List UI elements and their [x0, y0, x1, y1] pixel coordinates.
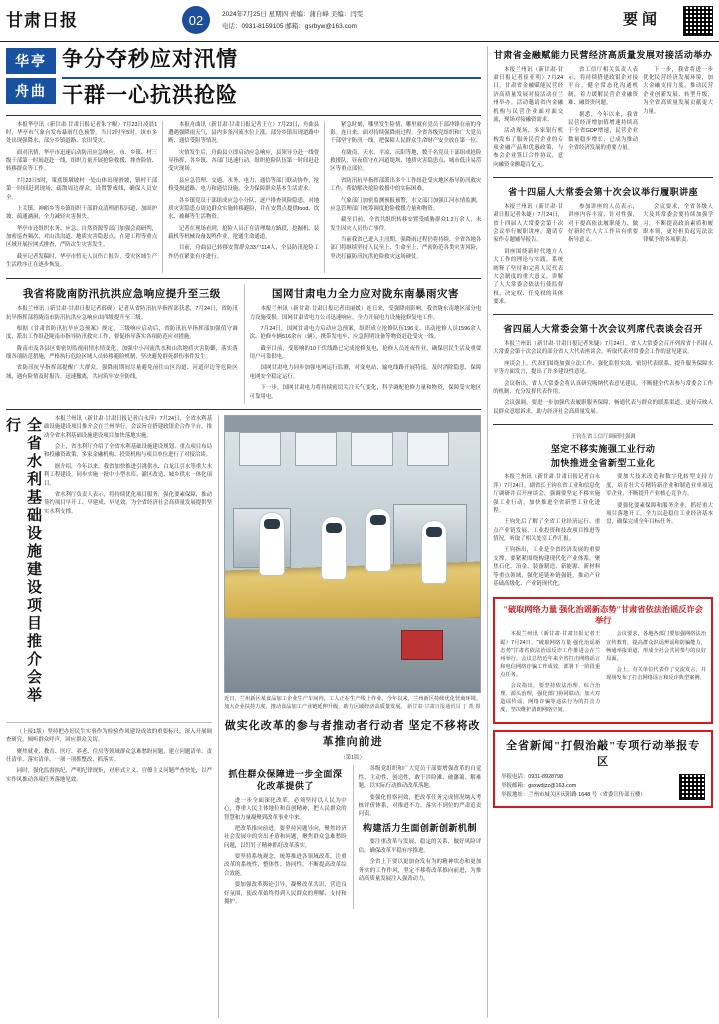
divider	[493, 177, 713, 178]
paragraph: 华亭市还组织水务、应急、自然资源等部门加强会商研判，加密巡查频次，对山洪沟道、地质灾害隐患点、在建工程等重点区域开展拉网式排查，严防次生灾害发生。	[6, 225, 158, 249]
column-grid	[6, 46, 713, 1018]
paragraph: 省工信厅相关负责人表示，将持续搭建政银企对接平台，健全常态化沟通机制，着力缓解民营企业融资难、融资贵问题。	[568, 66, 639, 107]
photo-worker	[365, 508, 391, 572]
paragraph: 要坚持系统观念，统筹推进各领域改革，注重改革的系统性、整体性、协同性，不断提高改革综合效能。	[224, 854, 347, 877]
paragraph: 陇南市及各县区要密切监视雨情水情变化，加强中小河流洪水和山洪地质灾害防御，落实落细各项防范措施，严格执行危险区域人员转移避险机制，坚决避免群死群伤事件发生。	[6, 345, 238, 361]
qr-code-icon	[683, 6, 713, 36]
paragraph: 下一步，国网甘肃电力将持续密切关注天气变化，科学调配抢修力量和物资，保障受灾地区可靠用电。	[249, 385, 482, 400]
article-col-3	[643, 66, 713, 173]
paragraph: 聚焦就业、教育、医疗、养老、住房等领域群众急难愁盼问题，建立问题清单、责任清单、落实清单，一项一项抓整改、抓落实。	[6, 748, 212, 764]
photo-worker	[321, 516, 347, 580]
section-title: 要闻	[622, 12, 661, 28]
reform-column-1	[224, 765, 347, 909]
paragraph: 气象部门加密监测预报预警，水文部门加强江河水情监测，应急管理部门统筹调度抢险救援力量和物资。	[330, 197, 482, 212]
paragraph: 会上，有关单位代表作了交流发言，并现场发布了打击网络谣言和反诈典型案例。	[606, 666, 707, 681]
article-headline-2: 加快推进全省新型工业化	[550, 457, 656, 468]
paragraph: 把改革推向前进，要坚持问题导向，聚焦经济社会发展中的突出矛盾和问题，聚焦群众急难愁盼问题，以钉钉子精神抓好改革落实。	[224, 825, 347, 849]
article-col-2	[606, 630, 706, 717]
reform-story-columns	[224, 765, 481, 909]
paragraph: 据介绍，今年以来，我省加快推进引洮供水、白龙江引水等重大水利工程建设，同步实施一批中小型水库、灌区改造、城乡供水一体化项目。	[44, 463, 212, 487]
paragraph: 上关镇、神峪乡等乡镇组织干部群众清理淤积河道、加固护坡、疏通涵洞，全力减轻灾害损失。	[6, 205, 158, 221]
lead-story-columns	[6, 121, 481, 273]
paragraph: 下一步，我省将进一步优化民营经济发展环境，加大金融支持力度，推动民营企业创新发展、转型升级，为全省高质量发展贡献更大力量。	[643, 66, 713, 115]
paragraph: 王钧指出，工业是全省经济发展的重要支撑，要紧紧围绕构建现代化产业体系，聚焦石化、冶金、装备制造、新能源、新材料等重点领域，强化延链补链强链，推动产业基础高级化、产业链现代化。	[493, 547, 601, 587]
headline-rule	[62, 77, 481, 79]
paragraph: 省防汛抗旱指挥部派出多个工作组赴受灾地区指导防汛救灾工作，帮助解决抢险救援中的实际困难。	[330, 177, 482, 193]
lead-story-header	[6, 46, 481, 116]
continued-note	[6, 728, 212, 784]
article-kicker: 王钧在省工信厅调研时强调	[570, 434, 636, 441]
divider	[6, 278, 481, 279]
article-npc-delegates-meeting	[493, 320, 713, 419]
photo-window	[239, 432, 281, 466]
paragraph: 会议指出，省人大常委会将认真研究吸纳代表意见建议，不断健全代表参与常委会工作的机制，充分发挥代表作用。	[493, 380, 713, 395]
paragraph: 省防汛抗旱指挥部提醒广大群众，强降雨期间尽量避免前往山区沟道、河道岸边等危险区域，遇有险情及时报告、迅速撤离，共同筑牢安全防线。	[6, 365, 238, 380]
article-col-2	[568, 203, 638, 310]
reform-subhead-2: 构建活力生面创新创新机制	[362, 822, 477, 833]
paragraph: 本报兰州讯（新甘肃·甘肃日报记者白永萍）7月24日，副省长王钧在省工业和信息化厅调研并召开座谈会，强调要坚定不移实施强工业行动，加快推进全省新型工业化进程。	[493, 474, 601, 514]
article-title: 国网甘肃电力全力应对陇东南暴雨灾害	[271, 288, 459, 300]
badge-zhouqu: 舟曲	[6, 78, 56, 104]
left-main-region	[6, 46, 481, 1018]
paragraph: 本报华亭讯（新甘肃·甘肃日报记者朱宇鲲）7月23日凌晨1时，华亭市气象台发布暴雨红色预警，当日2时至5时，该市多处出现强降水，部分乡镇道路、农田受灾。	[6, 121, 158, 145]
paragraph: 座谈会上，代表们围绕加强立法工作、强化监督实效、密切代表联系、提升服务保障水平等方面发言，提出了许多建设性意见。	[493, 360, 713, 376]
paragraph: 本报兰州讯（新甘肃·甘肃日报记者白永萍）7月24日，全省水利基础设施建设项目推介会在兰州举行。会议旨在搭建政银企合作平台，推动全省水利基础设施建设项目加快落地实施。	[44, 415, 212, 439]
masthead-meta	[222, 10, 512, 32]
page-number-badge: 02	[182, 6, 210, 34]
reform-subhead-1: 抓住群众保障进一步全面深化改革提供了	[228, 769, 343, 792]
paragraph: 各乡镇党员干部组成应急小分队，逐户排查风险隐患，对地质灾害隐患点周边群众实施转移避险，并在安置点提供food、饮水、被褥等生活物资。	[168, 197, 320, 221]
paragraph: 要注重改革与发展、稳定的关系，做好风险评估，确保改革平稳有序推进。	[358, 839, 482, 854]
paragraph: 本报兰州讯（新甘肃·甘肃日报记者田丽媛）连日来，受强降雨影响，我省陇东南地区部分电力设施受损。国网甘肃省电力公司迅速响应，全力开展电力设施抢修复电工作。	[249, 306, 482, 321]
article-industry-inspection	[493, 430, 713, 591]
paragraph: 本报兰州讯（新甘肃·甘肃日报记者王聪）7月24日，"破取网络力量 强化治谣新态势"甘肃省依法治谣反诈工作推进会在兰州举行。会议总结近年来全省打击网络谣言和电信网络诈骗工作成效，部署下一阶段重点任务。	[500, 631, 601, 678]
article-flood-response	[6, 284, 238, 404]
paragraph: 各级党组织和广大党员干部要增强改革的自觉性、主动性、创造性，敢于涉险滩、破藩篱、解难题，以实际行动推动改革落地。	[358, 766, 482, 790]
photo-worker	[259, 512, 285, 576]
paragraph: 灾情发生后，舟曲县立即启动应急响应，县领导分赴一线督导指挥，各乡镇、各部门迅速行动，组织抢险队伍第一时间赶赴受灾现场。	[168, 149, 320, 173]
masthead	[0, 0, 719, 42]
paragraph: 县应急管理、交通、水务、电力、通信等部门联动协作，抢修受损道路、电力和通信设施，全力保障群众基本生活需求。	[168, 177, 320, 193]
article-col-3	[643, 203, 713, 310]
paragraph: 截至目前，全省共组织转移安置受威胁群众1.2万余人，未发生因灾人员伤亡事件。	[330, 217, 482, 232]
paragraph: 会议强调，要进一步加强代表履职服务保障，畅通代表与群众的联系渠道，更好反映人民群众意愿诉求，助力经济社会高质量发展。	[493, 400, 713, 415]
banner-contact-info	[501, 773, 645, 801]
paragraph: 会议指出，要坚持依法治理、综合治理、源头治理，强化部门协同联动，加大对造谣传谣、网络诈骗等违法行为的打击力度，坚决维护清朗网络空间。	[500, 682, 601, 713]
article-title: 省四届人大常委会第十次会议列席代表谈会召开	[503, 324, 703, 335]
reform-column-2	[353, 765, 482, 909]
article-col-2	[606, 473, 713, 591]
article-col-1	[493, 473, 600, 591]
paragraph: 根据《甘肃省防汛抗旱应急预案》规定，三级响应启动后，省防汛抗旱指挥部加强值守调度，派出工作组赴陇南市指导防汛救灾工作，督促指导落实各项防范应对措施。	[6, 325, 238, 341]
photo-and-reform-story	[218, 415, 481, 1018]
report-email: 举报邮箱：gsxwdjzz@163.com	[501, 783, 577, 790]
paragraph: 在陇南、天水、平凉、庆阳等地，数千名党员干部组成抢险救援队，昼夜值守在河道堤坝、地质灾害隐患点、城市低洼易涝区等重点部位。	[330, 149, 482, 173]
highlighted-article-rumor-crackdown	[493, 597, 713, 724]
masthead-meta-line2: 电话：0931-8159105 邮箱：gsrbyw@163.com	[222, 22, 357, 30]
paragraph: 要强化要素保障和服务企业，抓好重大项目落地开工，全力以赴稳住工业经济基本盘，确保完成全年目标任务。	[606, 502, 714, 526]
paragraph: 本报兰州讯（新甘肃·甘肃日报记者薛砚）记者从省防汛抗旱指挥部获悉，7月24日，省防汛抗旱指挥部将陇南市防汛抗洪应急响应由四级提升至三级。	[6, 306, 238, 321]
factory-photo	[224, 415, 481, 693]
lead-column-2	[162, 121, 319, 273]
banner-title: 全省新闻"打假治敲"专项行动举报专区	[506, 740, 701, 769]
report-hotline-banner	[493, 730, 713, 808]
article-title: 我省将陇南防汛抗洪应急响应提升至三级	[22, 288, 221, 300]
lead-headline-line2: 干群一心抗洪抢险	[62, 83, 238, 108]
paragraph: 当前我省已进入主汛期，强降雨过程仍将持续。全省各地各部门将继续坚持人民至上、生命至上，严密防范各类灾害风险，坚决打赢防汛抗洪抢险救灾这场硬仗。	[330, 237, 482, 260]
photo-red-crate	[401, 630, 443, 660]
paragraph: 本报舟曲讯（新甘肃·甘肃日报记者王立）7月23日，舟曲县遭遇强降雨天气，县内多条河流水位上涨，部分乡镇出现道路中断、通信受阻等情况。	[168, 121, 320, 145]
divider	[493, 424, 713, 425]
badge-huating: 华亭	[6, 48, 56, 74]
article-headline-1: 坚定不移实施强工业行动	[550, 444, 656, 455]
paragraph: 国网甘肃电力同步加强电网运行监测，对变电站、输电线路开展特巡，及时消除隐患，保障电网安全稳定运行。	[249, 365, 482, 380]
photo-window	[295, 432, 337, 466]
article-finance-private-economy	[493, 46, 713, 172]
article-title: 省十四届人大常委会第十次会议举行履职讲座	[508, 187, 699, 198]
lower-left-region	[6, 415, 481, 1018]
paragraph: 参加讲座的人员表示，讲座内容丰富、针对性强，对于提高依法履职能力、做好新时代人大工作具有重要指导意义。	[568, 203, 639, 244]
article-col-2	[568, 66, 638, 173]
photo-caption-text: 近日，兰州新区某食品加工企业生产车间内，工人正在生产线上作业。今年以来，兰州新区持续优化营商环境，加大企业扶持力度，推动食品加工产业链延伸升级，助力区域经济高质量发展。	[224, 695, 482, 710]
photo-byline: 新甘肃·甘肃日报通讯员 丁 凯 摄	[407, 703, 481, 710]
article-title: 甘肃省金融赋能力民营经济高质量发展对接活动举办	[493, 50, 713, 60]
paragraph: 省水利厅负责人表示，将持续优化项目服务，强化要素保障，推动签约项目早开工、早建成、早见效，为全省经济社会高质量发展提供坚实水利支撑。	[44, 491, 212, 515]
article-col-1	[493, 66, 563, 173]
paragraph: 活动现场，多家银行机构发布了服务民营企业的专项金融产品和优惠政策，与参会企业签订合作协议，意向融资金额超百亿元。	[493, 128, 564, 168]
paragraph: 本报兰州讯（新甘肃·甘肃日报记者崔亚明）7月24日，甘肃省金融赋能民营经济高质量发展对接活动在兰州举办。活动邀请省内金融机构与民营企业面对面交流，现场对接融资需求。	[493, 66, 564, 123]
reform-story-headline: 做实化改革的参与者推动者行动者 坚定不移将改革推向前进	[224, 720, 481, 749]
paragraph: 会议要求，各地各部门要加强网络法治宣传教育，提高群众识谣辨谣和防骗能力，畅通举报渠道，形成全社会共同参与的良好局面。	[606, 631, 707, 662]
paragraph: 7月24日，国网甘肃电力启动应急预案，组织成立抢修队伍196支、出动抢修人员1596余人次、抢修车辆516余台（辆），携带发电车、应急照明设备等物资赶赴受灾一线。	[249, 325, 482, 341]
paragraph: 王钧先后了解了全省工业经济运行、重点产业链发展、工业投资和技改项目推进等情况，听取了相关处室工作汇报。	[493, 519, 601, 543]
paragraph: 紧急时刻，哪里发生险情，哪里就有党员干部冲锋在前的身影。连日来，面对持续强降雨过程，全省各级党组织和广大党员干部坚守防汛一线，把保障人民群众生命财产安全放在第一位。	[330, 121, 482, 145]
qr-code-icon	[679, 774, 705, 800]
paragraph: 会上，省水利厅介绍了全省水利基础设施建设规划、重点项目布局和投融资政策，多家金融机构、投资机构与项目单位进行了对接洽谈。	[44, 444, 212, 459]
paragraph: 要加强改革舆论引导，凝聚改革共识，营造良好氛围，使改革始终得到人民群众的理解、支持和拥护。	[224, 882, 347, 905]
paragraph: 本报兰州讯（新甘肃·甘肃日报记者朱婕）7月24日，省人大常委会召开列席省十四届人大常委会第十次会议的部分省人大代表座谈会，听取代表对常委会工作的意见建议。	[493, 341, 713, 356]
paragraph: 要加大技术改造和数字化转型支持力度，培育壮大专精特新企业和制造业单项冠军企业，不断提升产业核心竞争力。	[606, 474, 714, 498]
divider	[493, 314, 713, 315]
paragraph: 会议要求，全省各级人大及其常委会要持续加强学习，不断提高政治素质和履职本领，更好担负起宪法法律赋予的各项职责。	[643, 203, 713, 244]
paragraph: 截至记者发稿时，华亭市暂无人员伤亡报告，受灾区域生产生活秩序正在逐步恢复。	[6, 253, 158, 269]
reform-story-jump: （第1版）	[340, 755, 365, 762]
article-title-vertical: 全省水利基础设施建设项目推介会举行	[4, 416, 41, 705]
photo-window	[407, 432, 449, 466]
paragraph: 要强化督察问效，把改革任务完成情况纳入考核评价体系，对推进不力、落实不到位的严肃追责问责。	[358, 794, 482, 818]
photo-caption	[224, 696, 481, 712]
article-water-projects	[6, 415, 212, 1018]
lead-badges	[6, 46, 56, 104]
paragraph: （上接1版）坚持把办好民生实事作为检验作风建设成效的重要标尺，深入开展调查研究，倾听群众呼声，回应群众关切。	[6, 728, 212, 744]
page-body	[0, 42, 719, 1022]
paragraph: 目前，舟曲县已转移安置群众33户114人，全县防汛抢险工作仍在紧张有序进行。	[168, 245, 320, 260]
article-col-1	[493, 203, 563, 310]
article-npc-lecture	[493, 183, 713, 309]
divider	[6, 722, 212, 723]
article-body	[493, 340, 713, 416]
article-power-grid	[244, 284, 482, 404]
paragraph: 进一步全面深化改革，必须坚持以人民为中心，尊重人民主体地位和首创精神，把人民群众的智慧和力量凝聚到改革事业中来。	[224, 797, 347, 821]
newspaper-logo: 甘肃日报	[6, 8, 102, 34]
lead-column-1	[6, 121, 157, 273]
paragraph: 7月23日5时，策底镇墩坡村一处山体出现滑坡，镇村干部第一时间赶到现场，疏散周边群众，设置警戒线，确保人员安全。	[6, 177, 158, 201]
masthead-meta-line1: 2024年7月25日 星期四 责编：蒲自峰 美编：闫雯	[222, 11, 364, 18]
photo-duct	[225, 416, 480, 432]
paragraph: 据悉，今年以来，我省民营经济增加值增速持续高于全省GDP增速，民营企业数量稳步增长，已成为推动全省经济发展的重要力量。	[568, 111, 639, 152]
report-phone: 举报电话：0931-8928798	[501, 774, 563, 781]
lead-column-3	[324, 121, 481, 273]
paragraph: 同时，强化监督执纪，严明纪律规矩，对形式主义、官僚主义问题严查快处，以严实作风推动各项任务落地见效。	[6, 768, 212, 783]
paragraph: 全省上下要以更加奋发有为的精神状态和更加务实的工作作风，坚定不移将改革推向前进，为推动高质量发展注入强劲动力。	[358, 859, 482, 882]
paragraph: 本报兰州讯（新甘肃·甘肃日报记者朱婕）7月24日，省十四届人大常委会第十次会议举行履职讲座，邀请专家作专题辅导报告。	[493, 203, 564, 244]
paragraph: 记者在现场看到，抢险人员正在清理塌方路段，挖掘机、装载机等机械设备轰鸣作业，抢通生命通道。	[168, 225, 320, 240]
paragraph: 面对汛情，华亭市迅速启动防汛应急响应，市、乡镇、村三级干部第一时间赶赴一线，组织力量开展抢险救援、排查险情、转移群众等工作。	[6, 149, 158, 173]
article-col-1	[500, 630, 600, 717]
right-region	[487, 46, 713, 1018]
photo-worker	[421, 520, 447, 584]
photo-window	[351, 432, 393, 466]
divider	[6, 409, 481, 410]
secondary-articles	[6, 284, 481, 404]
article-title: "破取网络力量 强化治谣新态势"甘肃省依法治谣反诈会举行	[503, 605, 703, 626]
report-address: 举报地址：兰州市城关区庆阳路 1648 号（省委宣传部五楼）	[501, 792, 646, 799]
paragraph: 讲座围绕新时代地方人大工作的理论与实践，系统阐释了坚持和完善人民代表大会制度的重大意义，讲解了人大常委会依法行使监督权、决定权、任免权的具体要求。	[493, 248, 564, 305]
lead-headline-line1: 争分夺秒应对汛情	[62, 47, 238, 71]
paragraph: 截至目前，受影响的10千伏线路已完成抢修复电，抢修人员连夜作业，确保居民生活及重要用户可靠供电。	[249, 345, 482, 361]
